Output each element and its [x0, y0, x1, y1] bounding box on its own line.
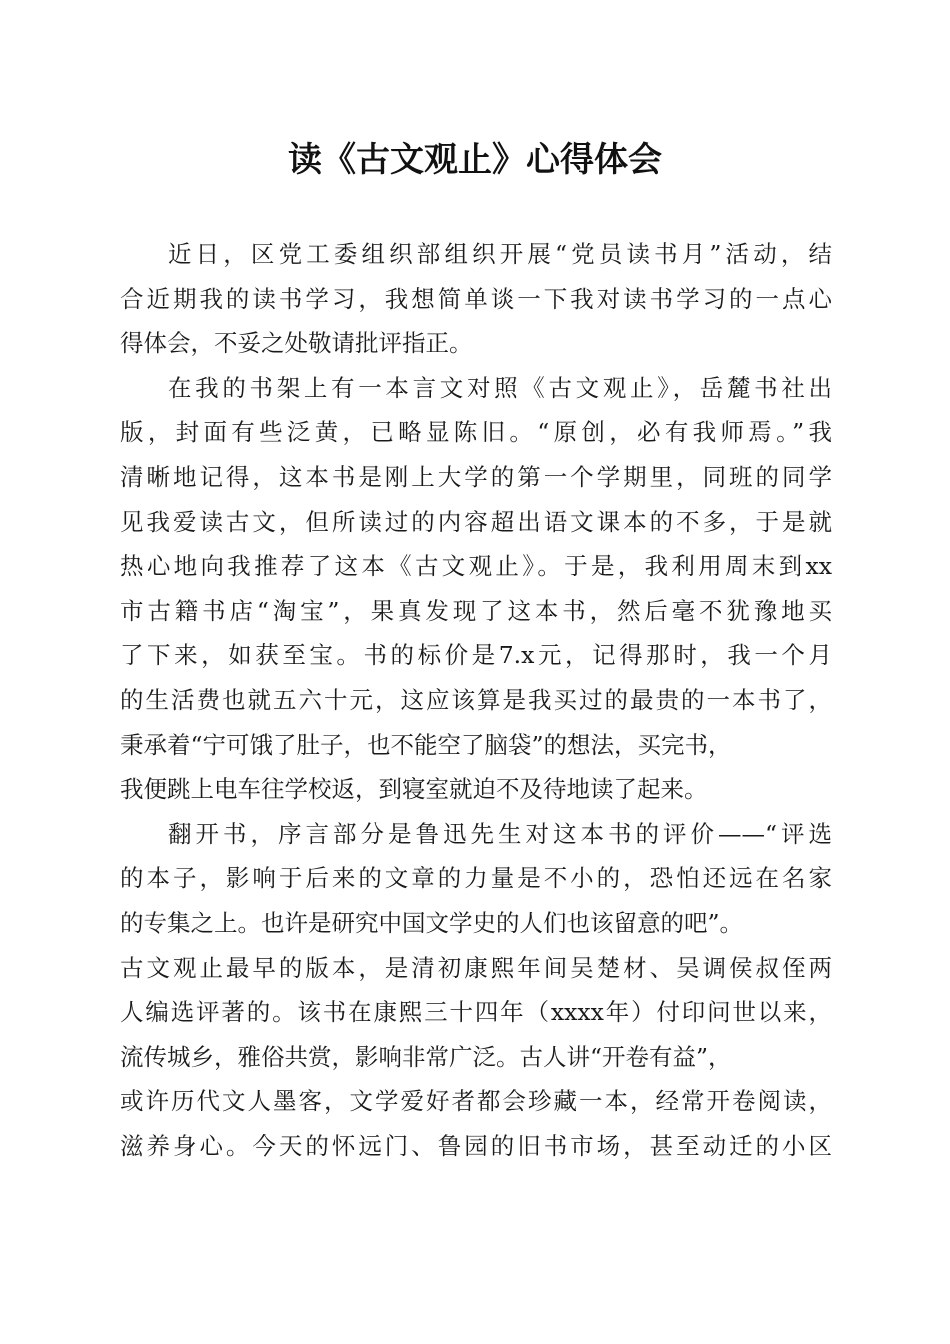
text-line: 翻开书，序言部分是鲁迅先生对这本书的评价——“评选 — [168, 819, 832, 848]
text-line: 古文观止最早的版本，是清初康熙年间吴楚材、吴调侯叔侄两 — [120, 953, 832, 982]
text-line: 人编选评著的。该书在康熙三十四年（xxxx年）付印问世以来， — [120, 998, 832, 1027]
text-line: 热心地向我推荐了这本《古文观止》。于是，我利用周末到xx — [120, 552, 832, 581]
text-line: 滋养身心。今天的怀远门、鲁园的旧书市场，甚至动迁的小区 — [120, 1131, 832, 1160]
text-line: 市古籍书店“淘宝”，果真发现了这本书，然后毫不犹豫地买 — [120, 596, 832, 625]
text-line: 得体会，不妥之处敬请批评指正。 — [120, 329, 473, 358]
text-line: 见我爱读古文，但所读过的内容超出语文课本的不多，于是就 — [120, 507, 832, 536]
document-body — [120, 232, 832, 1168]
text-line: 近日，区党工委组织部组织开展“党员读书月”活动，结 — [168, 240, 832, 268]
text-line: 了下来，如获至宝。书的标价是7.x元，记得那时，我一个月 — [120, 641, 832, 670]
paragraph-3 — [120, 812, 832, 1169]
text-line: 清晰地记得，这本书是刚上大学的第一个学期里，同班的同学 — [120, 462, 832, 491]
text-line: 我便跳上电车往学校返，到寝室就迫不及待地读了起来。 — [120, 775, 708, 804]
paragraph-2 — [120, 366, 832, 812]
text-line: 或许历代文人墨客，文学爱好者都会珍藏一本，经常开卷阅读， — [120, 1087, 832, 1116]
text-line: 的生活费也就五六十元，这应该算是我买过的最贵的一本书了， — [120, 685, 832, 714]
text-line: 版，封面有些泛黄，已略显陈旧。“原创，必有我师焉。”我 — [120, 418, 832, 447]
text-line: 秉承着“宁可饿了肚子，也不能空了脑袋”的想法，买完书， — [120, 730, 732, 759]
text-line: 的本子，影响于后来的文章的力量是不小的，恐怕还远在名家 — [120, 864, 832, 893]
text-line: 在我的书架上有一本言文对照《古文观止》，岳麓书社出 — [168, 373, 832, 402]
paragraph-1 — [120, 232, 832, 366]
text-line: 合近期我的读书学习，我想简单谈一下我对读书学习的一点心 — [120, 284, 832, 313]
text-line: 流传城乡，雅俗共赏，影响非常广泛。古人讲“开卷有益”， — [120, 1042, 732, 1071]
text-line: 的专集之上。也许是研究中国文学史的人们也该留意的吧”。 — [120, 908, 744, 937]
document-title: 读《古文观止》心得体会 — [288, 140, 662, 180]
